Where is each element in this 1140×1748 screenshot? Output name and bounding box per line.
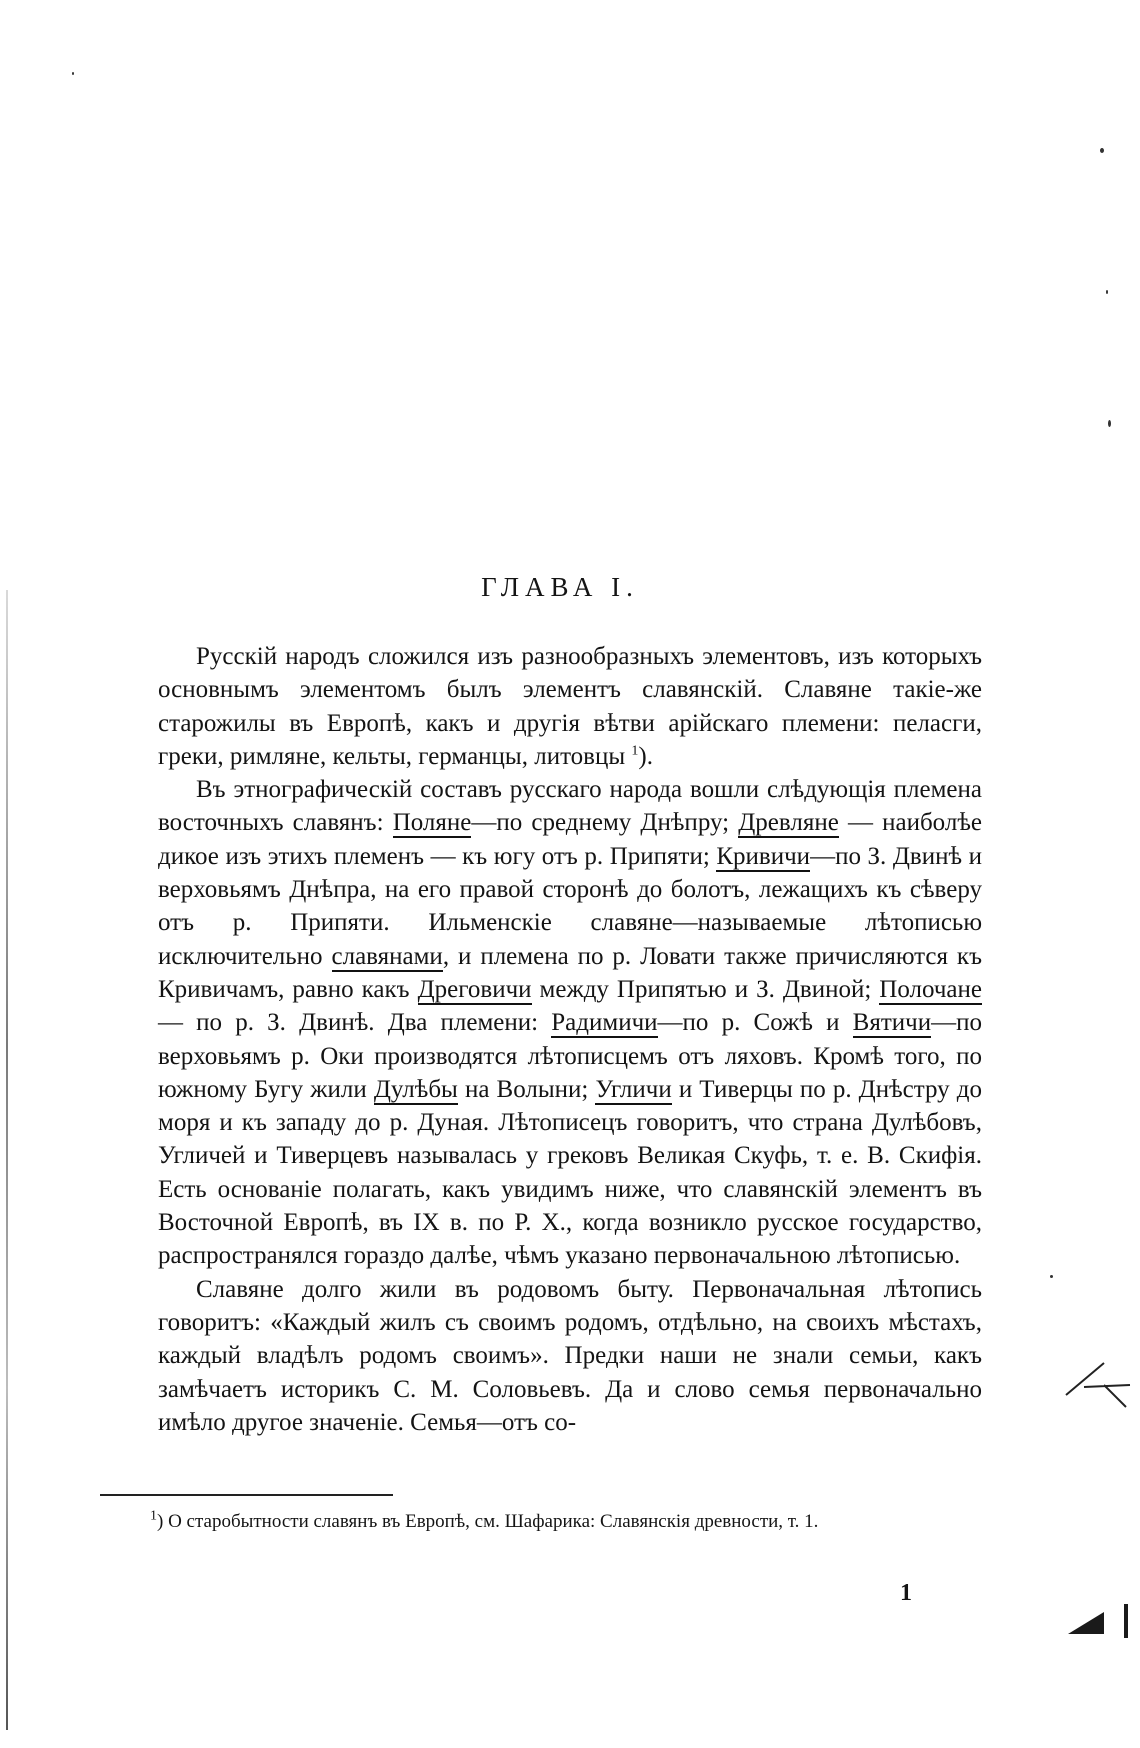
paragraph-2-segment: —по З. Двинѣ и верховьямъ Днѣпра, на его правой сторонѣ до болотъ, лежащихъ къ сѣверу отъ р. Припяти. Ильменскіе славяне—называемые лѣтописью исключительно: [158, 842, 982, 970]
corner-mark: [1066, 1608, 1106, 1638]
tribe-name: Древляне: [738, 809, 839, 837]
page-number: 1: [900, 1580, 912, 1606]
dust-speck: [72, 72, 74, 75]
tribe-name: Дулѣбы: [373, 1075, 458, 1103]
paragraph-2-segment: и Тиверцы по р. Днѣстру до моря и къ западу до р. Дуная. Лѣтописецъ говоритъ, что страна Дулѣбовъ, Угличей и Тиверцевъ называлась у грековъ Великая Скуфь, т. е. В. Скифія. Есть основаніе полагать, какъ увидимъ ниже, что славянскій элементъ въ Восточной Европѣ, въ IX в. по Р. Х., когда возникло русское государство, распространялся гораздо далѣе, чѣмъ указано первоначальною лѣтописью.: [158, 1075, 982, 1270]
paragraph-2-segment: — наиболѣе дикое изъ этихъ племенъ — къ югу отъ р. Припяти;: [158, 809, 982, 870]
tribe-name: Поляне: [392, 809, 472, 837]
footnote-text: О старобытности славянъ въ Европѣ, см. Шафарика: Славянскія древности, т. 1.: [163, 1511, 819, 1532]
paragraph-1-text: Русскій народъ сложился изъ разнообразныхъ элементовъ, изъ которыхъ основнымъ элементомъ былъ элементъ славянскій. Славяне такіе-же старожилы въ Европѣ, какъ и другія вѣтви арійскаго племени: пеласги, греки, римляне, кельты, германцы, литовцы: [158, 643, 982, 770]
paragraph-2-segment: —по среднему Днѣпру;: [471, 809, 739, 837]
dust-speck: [1100, 148, 1104, 153]
paragraph-2-segment: Въ этнографическій составъ русскаго народа вошли слѣдующія племена восточныхъ славянъ:: [158, 776, 982, 837]
paragraph-2-segment: между Припятью и З. Двиной;: [531, 975, 880, 1003]
corner-bar: [1124, 1604, 1128, 1638]
dust-speck: [1106, 290, 1108, 294]
footnote-paren: ): [157, 1511, 164, 1532]
footnote-mark: 1: [150, 1508, 157, 1524]
chapter-title: ГЛАВА I.: [481, 572, 639, 602]
paragraph-1-tail: ).: [638, 742, 653, 770]
tribe-name: Радимичи: [551, 1009, 658, 1037]
body-text: [158, 640, 982, 1439]
tribe-name: Вятичи: [852, 1009, 932, 1037]
tribe-name: Полочане: [879, 975, 982, 1003]
tribe-name: славянами: [331, 942, 443, 970]
paragraph-2-segment: на Волыни;: [457, 1075, 596, 1103]
footnote-ref: 1: [631, 743, 639, 759]
tribe-name: Кривичи: [716, 842, 811, 870]
footnote: [116, 1508, 982, 1536]
margin-scribble: [1064, 1355, 1134, 1415]
paragraph-2-segment: —по р. Сожѣ и: [657, 1009, 853, 1037]
paragraph-2: [158, 773, 982, 1272]
page-edge: [6, 590, 8, 1730]
dust-speck: [1108, 420, 1111, 427]
dust-speck: [1050, 1275, 1053, 1278]
paragraph-2-segment: —по верховьямъ р. Оки производятся лѣтописцемъ отъ ляховъ. Кромѣ того, по южному Бугу жили: [158, 1009, 982, 1103]
paragraph-3: Славяне долго жили въ родовомъ быту. Первоначальная лѣтопись говоритъ: «Каждый жилъ съ своимъ родомъ, отдѣльно, на своихъ мѣстахъ, каждый владѣлъ родомъ своимъ». Предки наши не знали семьи, какъ замѣчаетъ историкъ С. М. Соловьевъ. Да и слово семья первоначально имѣло другое значеніе. Семья—отъ со-: [158, 1275, 982, 1436]
footnote-rule: [100, 1494, 393, 1496]
paragraph-1: [158, 640, 982, 773]
tribe-name: Угличи: [595, 1075, 672, 1103]
tribe-name: Дреговичи: [417, 975, 532, 1003]
paragraph-2-segment: — по р. З. Двинѣ. Два племени:: [158, 1009, 552, 1037]
paragraph-2-segment: , и племена по р. Ловати также причисляются къ Кривичамъ, равно какъ: [158, 942, 983, 1003]
